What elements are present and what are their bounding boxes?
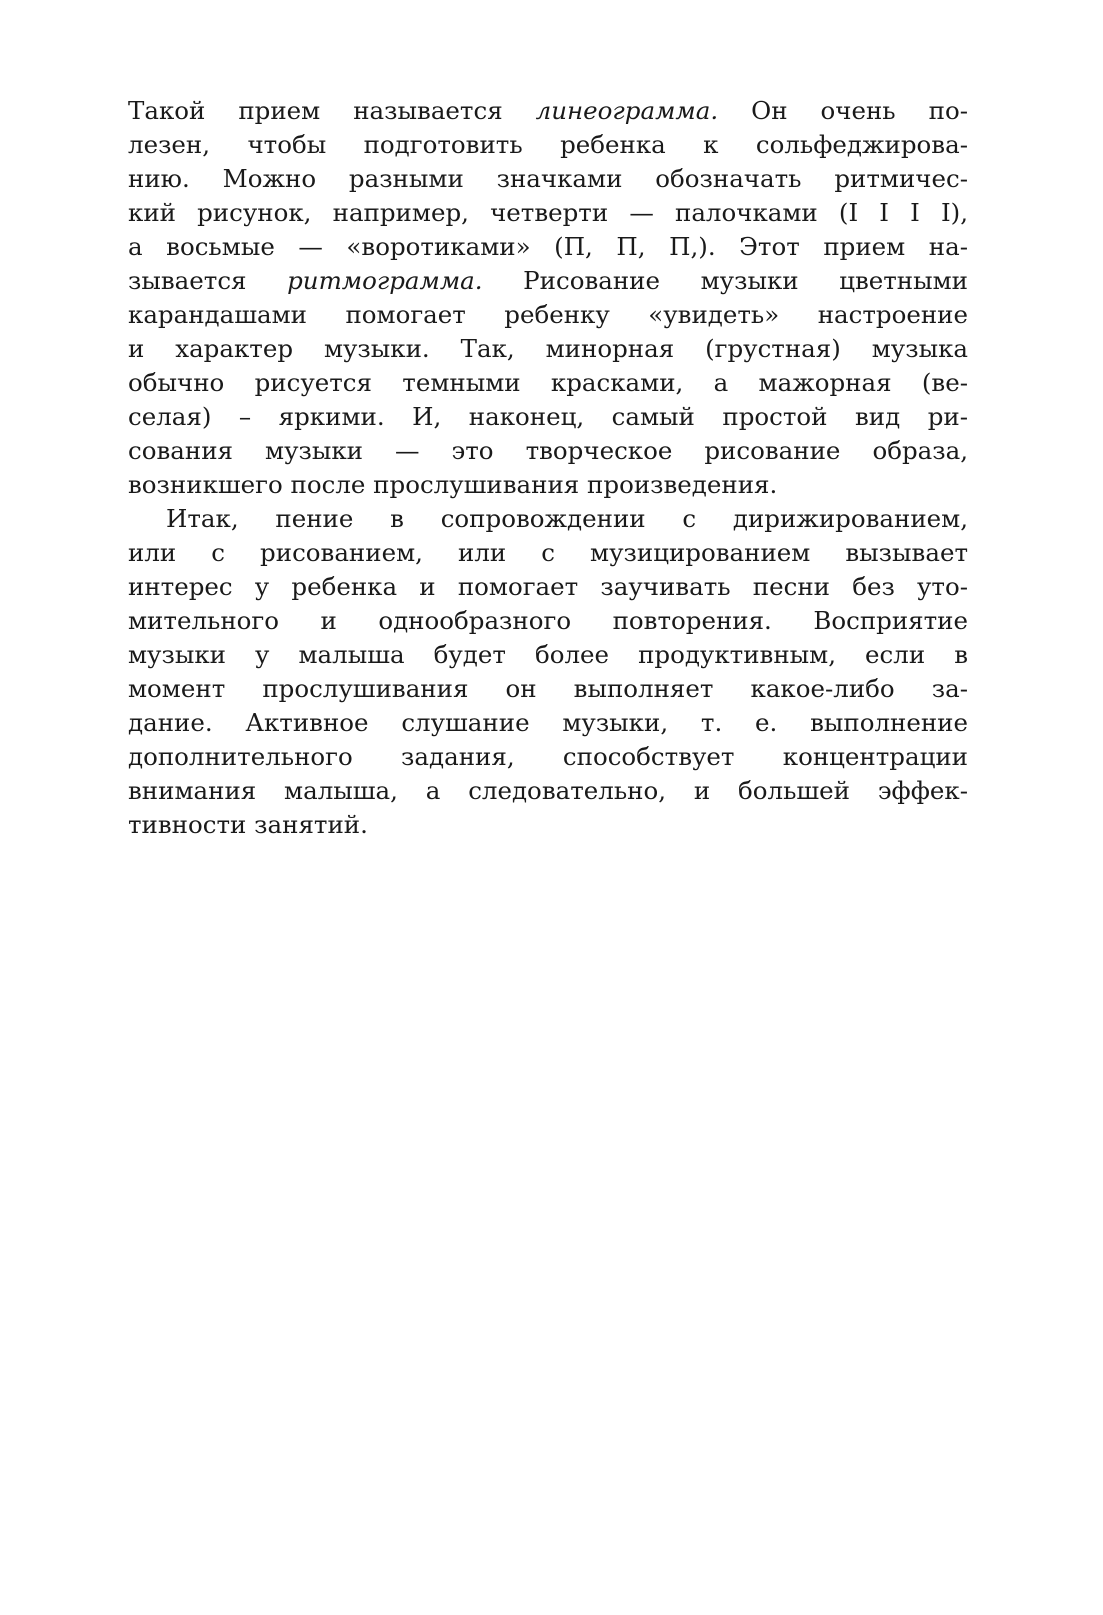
text-run: Итак, пение в сопровождении с дирижированием, [166, 504, 968, 533]
italic-term: ритмограмма. [287, 266, 483, 295]
text-run: внимания малыша, а следовательно, и большей эффек- [128, 776, 968, 805]
text-line [128, 94, 968, 128]
text-run: тивности занятий. [128, 810, 368, 839]
text-run: обычно рисуется темными красками, а мажорная (ве- [128, 368, 968, 397]
text-run: нию. Можно разными значками обозначать ритмичес- [128, 164, 968, 193]
text-line [128, 196, 968, 230]
text-line [128, 638, 968, 672]
text-run: Рисование музыки цветными [482, 266, 969, 295]
text-line [128, 230, 968, 264]
text-run: Он очень по- [718, 96, 968, 125]
text-line [128, 162, 968, 196]
text-line [128, 468, 968, 502]
text-line [128, 570, 968, 604]
text-line [128, 366, 968, 400]
text-run: зывается [128, 266, 288, 295]
text-run: дополнительного задания, способствует концентрации [128, 742, 968, 771]
text-run: и характер музыки. Так, минорная (грустная) музыка [128, 334, 968, 363]
text-line [128, 434, 968, 468]
text-line [128, 264, 968, 298]
text-line [128, 740, 968, 774]
text-line [128, 332, 968, 366]
text-run: лезен, чтобы подготовить ребенка к сольфеджирова- [128, 130, 968, 159]
text-run: кий рисунок, например, четверти — палочками (I I I I), [128, 198, 968, 227]
text-line [128, 536, 968, 570]
text-line [128, 774, 968, 808]
text-run: или с рисованием, или с музицированием вызывает [128, 538, 968, 567]
text-run: момент прослушивания он выполняет какое-либо за- [128, 674, 968, 703]
text-run: дание. Активное слушание музыки, т. е. выполнение [128, 708, 968, 737]
text-run: мительного и однообразного повторения. Восприятие [128, 606, 968, 635]
text-run: селая) – яркими. И, наконец, самый простой вид ри- [128, 402, 968, 431]
text-run: сования музыки — это творческое рисование образа, [128, 436, 968, 465]
text-run: карандашами помогает ребенку «увидеть» настроение [128, 300, 968, 329]
body-text [128, 94, 968, 842]
text-line [128, 298, 968, 332]
text-run: музыки у малыша будет более продуктивным, если в [128, 640, 968, 669]
text-line [128, 808, 968, 842]
text-line [128, 128, 968, 162]
text-line [128, 706, 968, 740]
paragraph [128, 502, 968, 842]
text-run: а восьмые — «воротиками» (П, П, П,). Этот прием на- [128, 232, 968, 261]
text-line [128, 672, 968, 706]
text-run: интерес у ребенка и помогает заучивать песни без уто- [128, 572, 968, 601]
text-line [128, 400, 968, 434]
paragraph [128, 94, 968, 502]
text-run: возникшего после прослушивания произведения. [128, 470, 778, 499]
italic-term: линеограмма. [535, 96, 719, 125]
text-line [128, 502, 968, 536]
text-line [128, 604, 968, 638]
text-run: Такой прием называется [128, 96, 536, 125]
